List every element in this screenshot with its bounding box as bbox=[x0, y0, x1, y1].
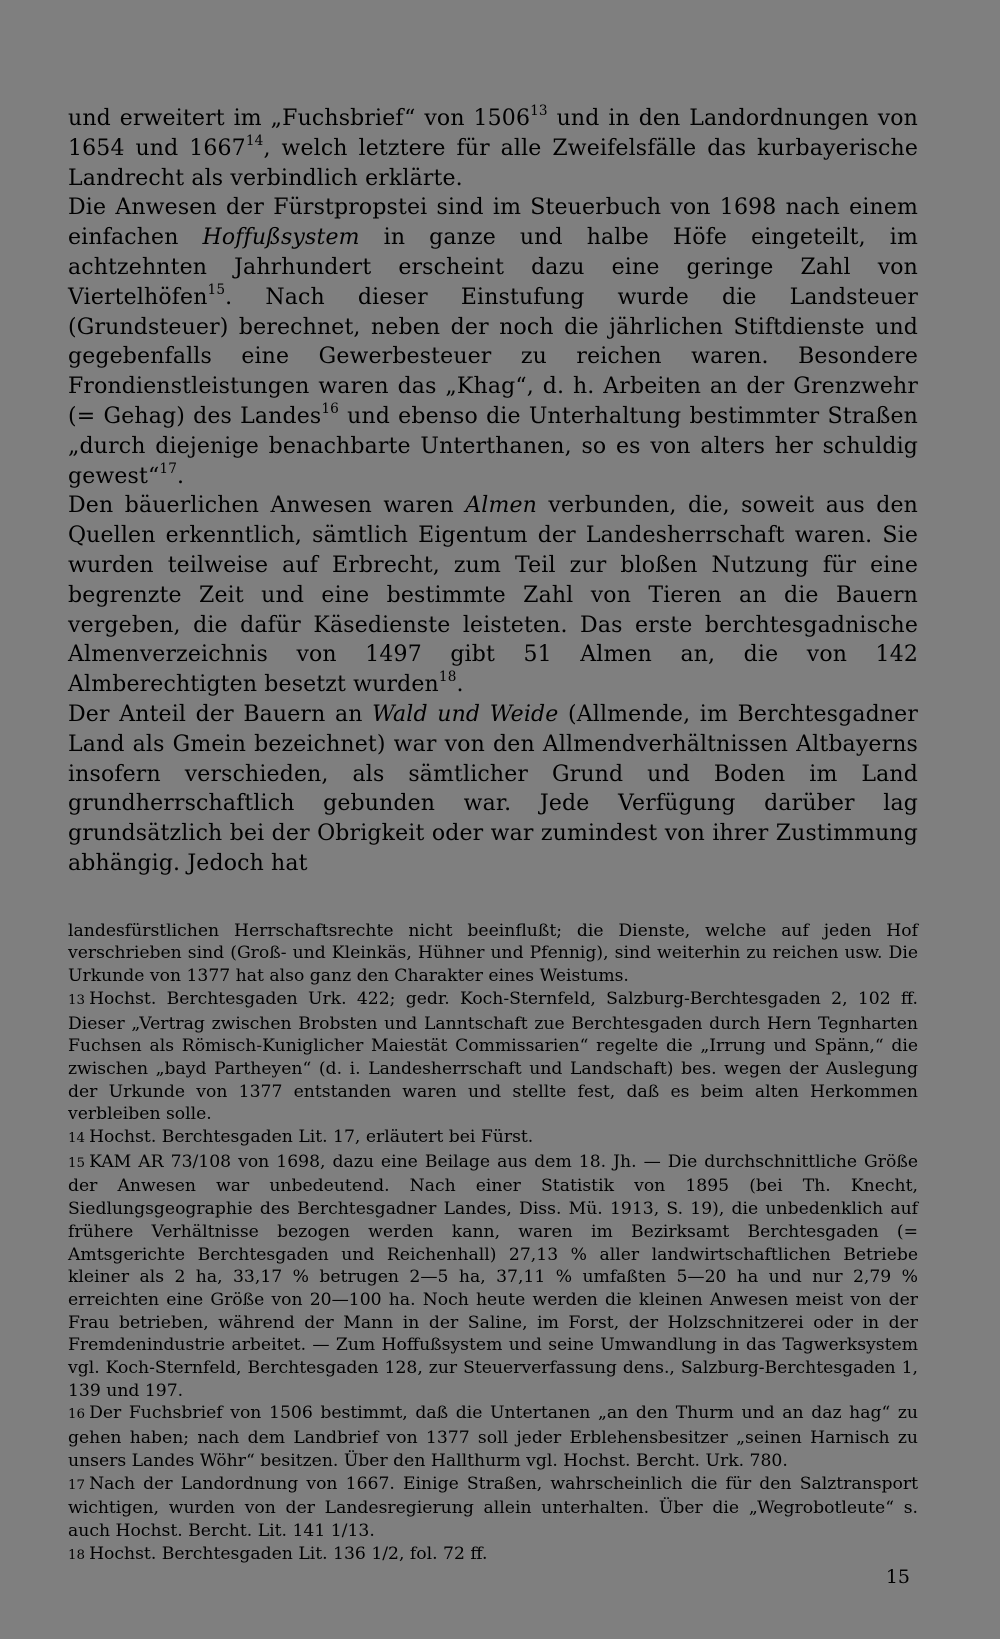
paragraph-fuchsbrief bbox=[68, 104, 918, 193]
paragraph-anwesen bbox=[68, 193, 918, 491]
footnote-ref-13: 13 bbox=[530, 102, 548, 119]
emphasis-wald-und-weide: Wald und Weide bbox=[372, 701, 559, 727]
text-run: in ganze und halbe Höfe eingeteilt, im achtzehnten Jahrhundert erscheint dazu eine geringe Zahl von Viertelhöfen bbox=[68, 225, 919, 310]
footnote-18 bbox=[68, 1543, 918, 1568]
footnote-ref-16: 16 bbox=[321, 400, 339, 417]
footnote-number: 16 bbox=[68, 1407, 86, 1423]
footnote-13 bbox=[68, 988, 918, 1126]
footnote-number: 15 bbox=[68, 1155, 86, 1171]
footnote-16 bbox=[68, 1402, 918, 1472]
text-run: (Allmende, im Berchtesgadner Land als Gmein bezeichnet) war von den Allmendverhältnissen Altbayerns insofern verschieden, als sämtlicher Grund und Boden im Land grundherrschaftlich gebunden war. Jede Verfügung darüber lag grundsätzlich bei der Obrigkeit oder war zumindest von ihrer Zustimmung abhängig. Jedoch hat bbox=[68, 701, 918, 876]
text-run: Der Anteil der Bauern an bbox=[68, 701, 373, 727]
text-run: und in den Landordnungen von 1654 und 1667 bbox=[68, 106, 918, 161]
footnotes bbox=[68, 920, 918, 1568]
text-run: verbunden, die, soweit aus den Quellen erkenntlich, sämtlich Eigentum der Landesherrschaft waren. Sie wurden teilweise auf Erbrecht, zum Teil zur bloßen Nutzung für eine begrenzte Zeit und eine bestimmte Zahl von Tieren an die Bauern vergeben, die dafür Käsedienste leisteten. Das erste berchtesgadnische Almenverzeichnis von 1497 gibt 51 Almen an, die von 142 Almberechtigten besetzt wurden bbox=[68, 493, 918, 698]
footnote-number: 17 bbox=[68, 1477, 86, 1493]
footnote-14 bbox=[68, 1126, 918, 1151]
book-page bbox=[68, 104, 918, 1567]
footnote-continuation: landesfürstlichen Herrschaftsrechte nicht beeinflußt; die Dienste, welche auf jeden Hof verschrieben sind (Groß- und Kleinkäs, Hühner und Pfennig), sind weiterhin zu reichen usw. Die Urkunde von 1377 hat also ganz den Charakter eines Weistums. bbox=[68, 920, 918, 987]
emphasis-hoffusssystem: Hoffußsystem bbox=[202, 225, 360, 251]
text-run: Den bäuerlichen Anwesen waren bbox=[68, 493, 466, 519]
emphasis-almen: Almen bbox=[465, 493, 537, 519]
footnote-text: Hochst. Berchtesgaden Lit. 136 1/2, fol. 72 ff. bbox=[89, 1543, 488, 1564]
footnote-ref-18: 18 bbox=[438, 668, 457, 685]
footnote-number: 18 bbox=[68, 1547, 86, 1563]
footnote-17 bbox=[68, 1473, 918, 1543]
footnote-15 bbox=[68, 1151, 918, 1403]
footnote-ref-15: 15 bbox=[207, 281, 226, 298]
paragraph-almen bbox=[68, 491, 918, 700]
footnote-text: Hochst. Berchtesgaden Urk. 422; gedr. Koch-Sternfeld, Salzburg-Berchtesgaden 2, 102 ff. Dieser „Vertrag zwischen Brobsten und Lanntschaft zue Berchtesgaden durch Hern Tegnharten Fuchsen als Römisch-Kuniglicher Maiestät Commissarien“ regelte die „Irrung und Spänn,“ die zwischen „bayd Partheyen“ (d. i. Landesherrschaft und Landschaft) bes. wegen der Auslegung der Urkunde von 1377 entstanden waren und stellte fest, daß es beim alten Herkommen verbleiben solle. bbox=[68, 988, 918, 1125]
text-run: Die Anwesen der Fürstpropstei sind im Steuerbuch von 1698 nach einem einfachen bbox=[68, 195, 918, 251]
main-text bbox=[68, 104, 918, 879]
page-number: 15 bbox=[885, 1566, 910, 1588]
footnote-text: KAM AR 73/108 von 1698, dazu eine Beilage aus dem 18. Jh. — Die durchschnittliche Größe der Anwesen war unbedeutend. Nach einer Statistik von 1895 (bei Th. Knecht, Siedlungsgeographie des Berchtesgadner Landes, Diss. Mü. 1913, S. 19), die unbedenklich auf frühere Verhältnisse bezogen werden kann, waren im Bezirksamt Berchtesgaden (= Amtsgerichte Berchtesgaden und Reichenhall) 27,13 % aller landwirtschaftlichen Betriebe kleiner als 2 ha, 33,17 % betrugen 2—5 ha, 37,11 % umfaßten 5—20 ha und nur 2,79 % erreichten eine Größe von 20—100 ha. Noch heute werden die kleinen Anwesen meist von der Frau betrieben, während der Mann in der Saline, im Forst, der Holzschnitzerei oder in der Fremdenindustrie arbeitet. — Zum Hoffußsystem und seine Umwandlung in das Tagwerksystem vgl. Koch-Sternfeld, Berchtesgaden 128, zur Steuerverfassung dens., Salzburg-Berchtesgaden 1, 139 und 197. bbox=[68, 1151, 918, 1401]
footnote-ref-14: 14 bbox=[245, 132, 264, 149]
text-run: . bbox=[456, 672, 464, 698]
text-run: . Nach dieser Einstufung wurde die Landsteuer (Grundsteuer) berechnet, neben der noch die jährlichen Stiftdienste und gegebenfalls eine Gewerbesteuer zu reichen waren. Besondere Frondienstleistungen waren das „Khag“, d. h. Arbeiten an der Grenzwehr (= Gehag) des Landes bbox=[68, 284, 918, 429]
footnote-number: 13 bbox=[68, 992, 86, 1008]
text-run: . bbox=[177, 463, 185, 489]
text-run: , welch letztere für alle Zweifelsfälle das kurbayerische Landrecht als verbindlich erklärte. bbox=[68, 135, 918, 191]
paragraph-wald-weide bbox=[68, 700, 918, 879]
footnote-text: Nach der Landordnung von 1667. Einige Straßen, wahrscheinlich die für den Salztransport wichtigen, wurden von der Landesregierung allein unterhalten. Über die „Wegrobotleute“ s. auch Hochst. Bercht. Lit. 141 1/13. bbox=[68, 1473, 918, 1541]
footnote-text: Hochst. Berchtesgaden Lit. 17, erläutert bei Fürst. bbox=[89, 1127, 534, 1148]
footnote-text: Der Fuchsbrief von 1506 bestimmt, daß die Untertanen „an den Thurm und an daz hag“ zu gehen haben; nach dem Landbrief von 1377 soll jeder Erblehensbesitzer „seinen Harnisch zu unsers Landes Wöhr“ besitzen. Über den Hallthurm vgl. Hochst. Bercht. Urk. 780. bbox=[68, 1403, 918, 1471]
footnote-ref-17: 17 bbox=[159, 460, 178, 477]
text-run: und erweitert im „Fuchsbrief“ von 1506 bbox=[68, 106, 531, 131]
text-run: und ebenso die Unterhaltung bestimmter Straßen „durch diejenige benachbarte Unterthanen, so es von alters her schuldig gewest“ bbox=[68, 403, 918, 489]
footnote-number: 14 bbox=[68, 1131, 86, 1147]
